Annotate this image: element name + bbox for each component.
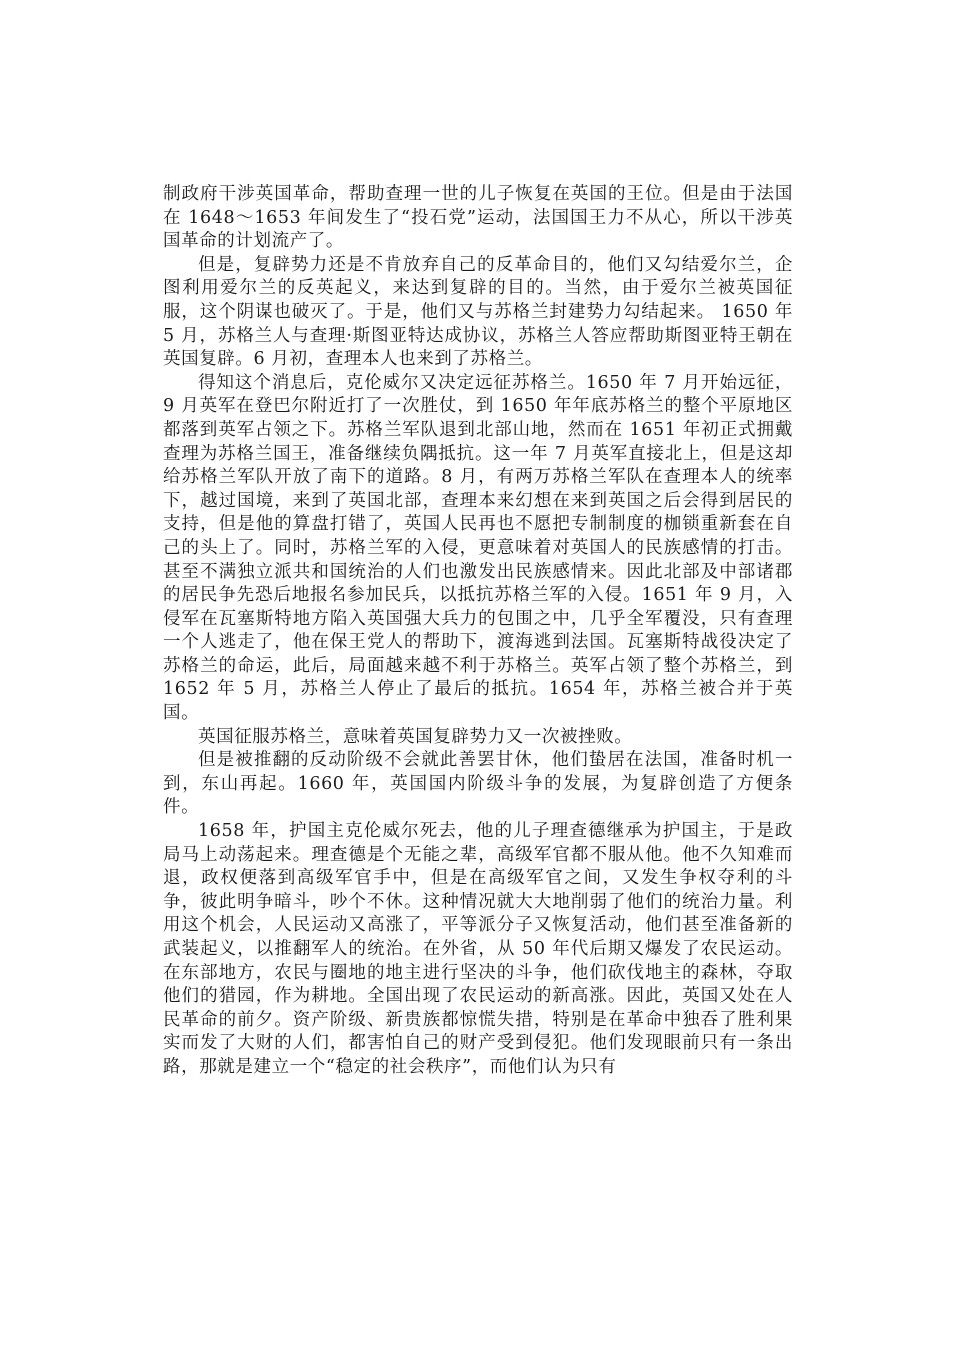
paragraph-3: 得知这个消息后，克伦威尔又决定远征苏格兰。1650 年 7 月开始远征，9 月英军在登巴尔附近打了一次胜仗，到 1650 年年底苏格兰的整个平原地区都落到英军占领之下。苏格兰军队退到北部山地，然而在 1651 年初正式拥戴查理为苏格兰国王，准备继续负隅抵抗。这一年 7 月英军直接北上，但是这却给苏格兰军队开放了南下的道路。8 月，有两万苏格兰军队在查理本人的统率下，越过国境，来到了英国北部，查理本来幻想在来到英国之后会得到居民的支持，但是他的算盘打错了，英国人民再也不愿把专制制度的枷锁重新套在自己的头上了。同时，苏格兰军的入侵，更意味着对英国人的民族感情的打击。甚至不满独立派共和国统治的人们也激发出民族感情来。因此北部及中部诸郡的居民争先恐后地报名参加民兵，以抵抗苏格兰军的入侵。1651 年 9 月，入侵军在瓦塞斯特地方陷入英国强大兵力的包围之中，几乎全军覆没，只有查理一个人逃走了，他在保王党人的帮助下，渡海逃到法国。瓦塞斯特战役决定了苏格兰的命运，此后，局面越来越不利于苏格兰。英军占领了整个苏格兰，到 1652 年 5 月，苏格兰人停止了最后的抵抗。1654 年，苏格兰被合并于英国。 xyxy=(163,372,793,724)
paragraph-4: 英国征服苏格兰，意味着英国复辟势力又一次被挫败。 xyxy=(198,726,633,747)
paragraph-5: 但是被推翻的反动阶级不会就此善罢甘休，他们蛰居在法国，准备时机一到，东山再起。1660 年，英国国内阶级斗争的发展，为复辟创造了方便条件。 xyxy=(163,750,793,818)
body-text xyxy=(163,183,793,1080)
paragraph-2: 但是，复辟势力还是不肯放弃自己的反革命目的，他们又勾结爱尔兰，企图利用爱尔兰的反英起义，来达到复辟的目的。当然，由于爱尔兰被英国征服，这个阴谋也破灭了。于是，他们又与苏格兰封建势力勾结起来。 1650 年 5 月，苏格兰人与查理·斯图亚特达成协议，苏格兰人答应帮助斯图亚特王朝在英国复辟。6 月初，查理本人也来到了苏格兰。 xyxy=(163,254,793,370)
paragraph-1: 制政府干涉英国革命，帮助查理一世的儿子恢复在英国的王位。但是由于法国在 1648～1653 年间发生了“投石党”运动，法国国王力不从心，所以干涉英国革命的计划流产了。 xyxy=(163,184,793,252)
paragraph-6: 1658 年，护国主克伦威尔死去，他的儿子理查德继承为护国主，于是政局马上动荡起来。理查德是个无能之辈，高级军官都不服从他。他不久知难而退，政权便落到高级军官手中，但是在高级军官之间，又发生争权夺利的斗争，彼此明争暗斗，吵个不休。这种情况就大大地削弱了他们的统治力量。利用这个机会，人民运动又高涨了，平等派分子又恢复活动，他们甚至准备新的武装起义，以推翻军人的统治。在外省，从 50 年代后期又爆发了农民运动。在东部地方，农民与圈地的地主进行坚决的斗争，他们砍伐地主的森林，夺取他们的猎园，作为耕地。全国出现了农民运动的新高涨。因此，英国又处在人民革命的前夕。资产阶级、新贵族都惊慌失措，特别是在革命中独吞了胜利果实而发了大财的人们，都害怕自己的财产受到侵犯。他们发现眼前只有一条出路，那就是建立一个“稳定的社会秩序”，而他们认为只有 xyxy=(163,821,793,1077)
